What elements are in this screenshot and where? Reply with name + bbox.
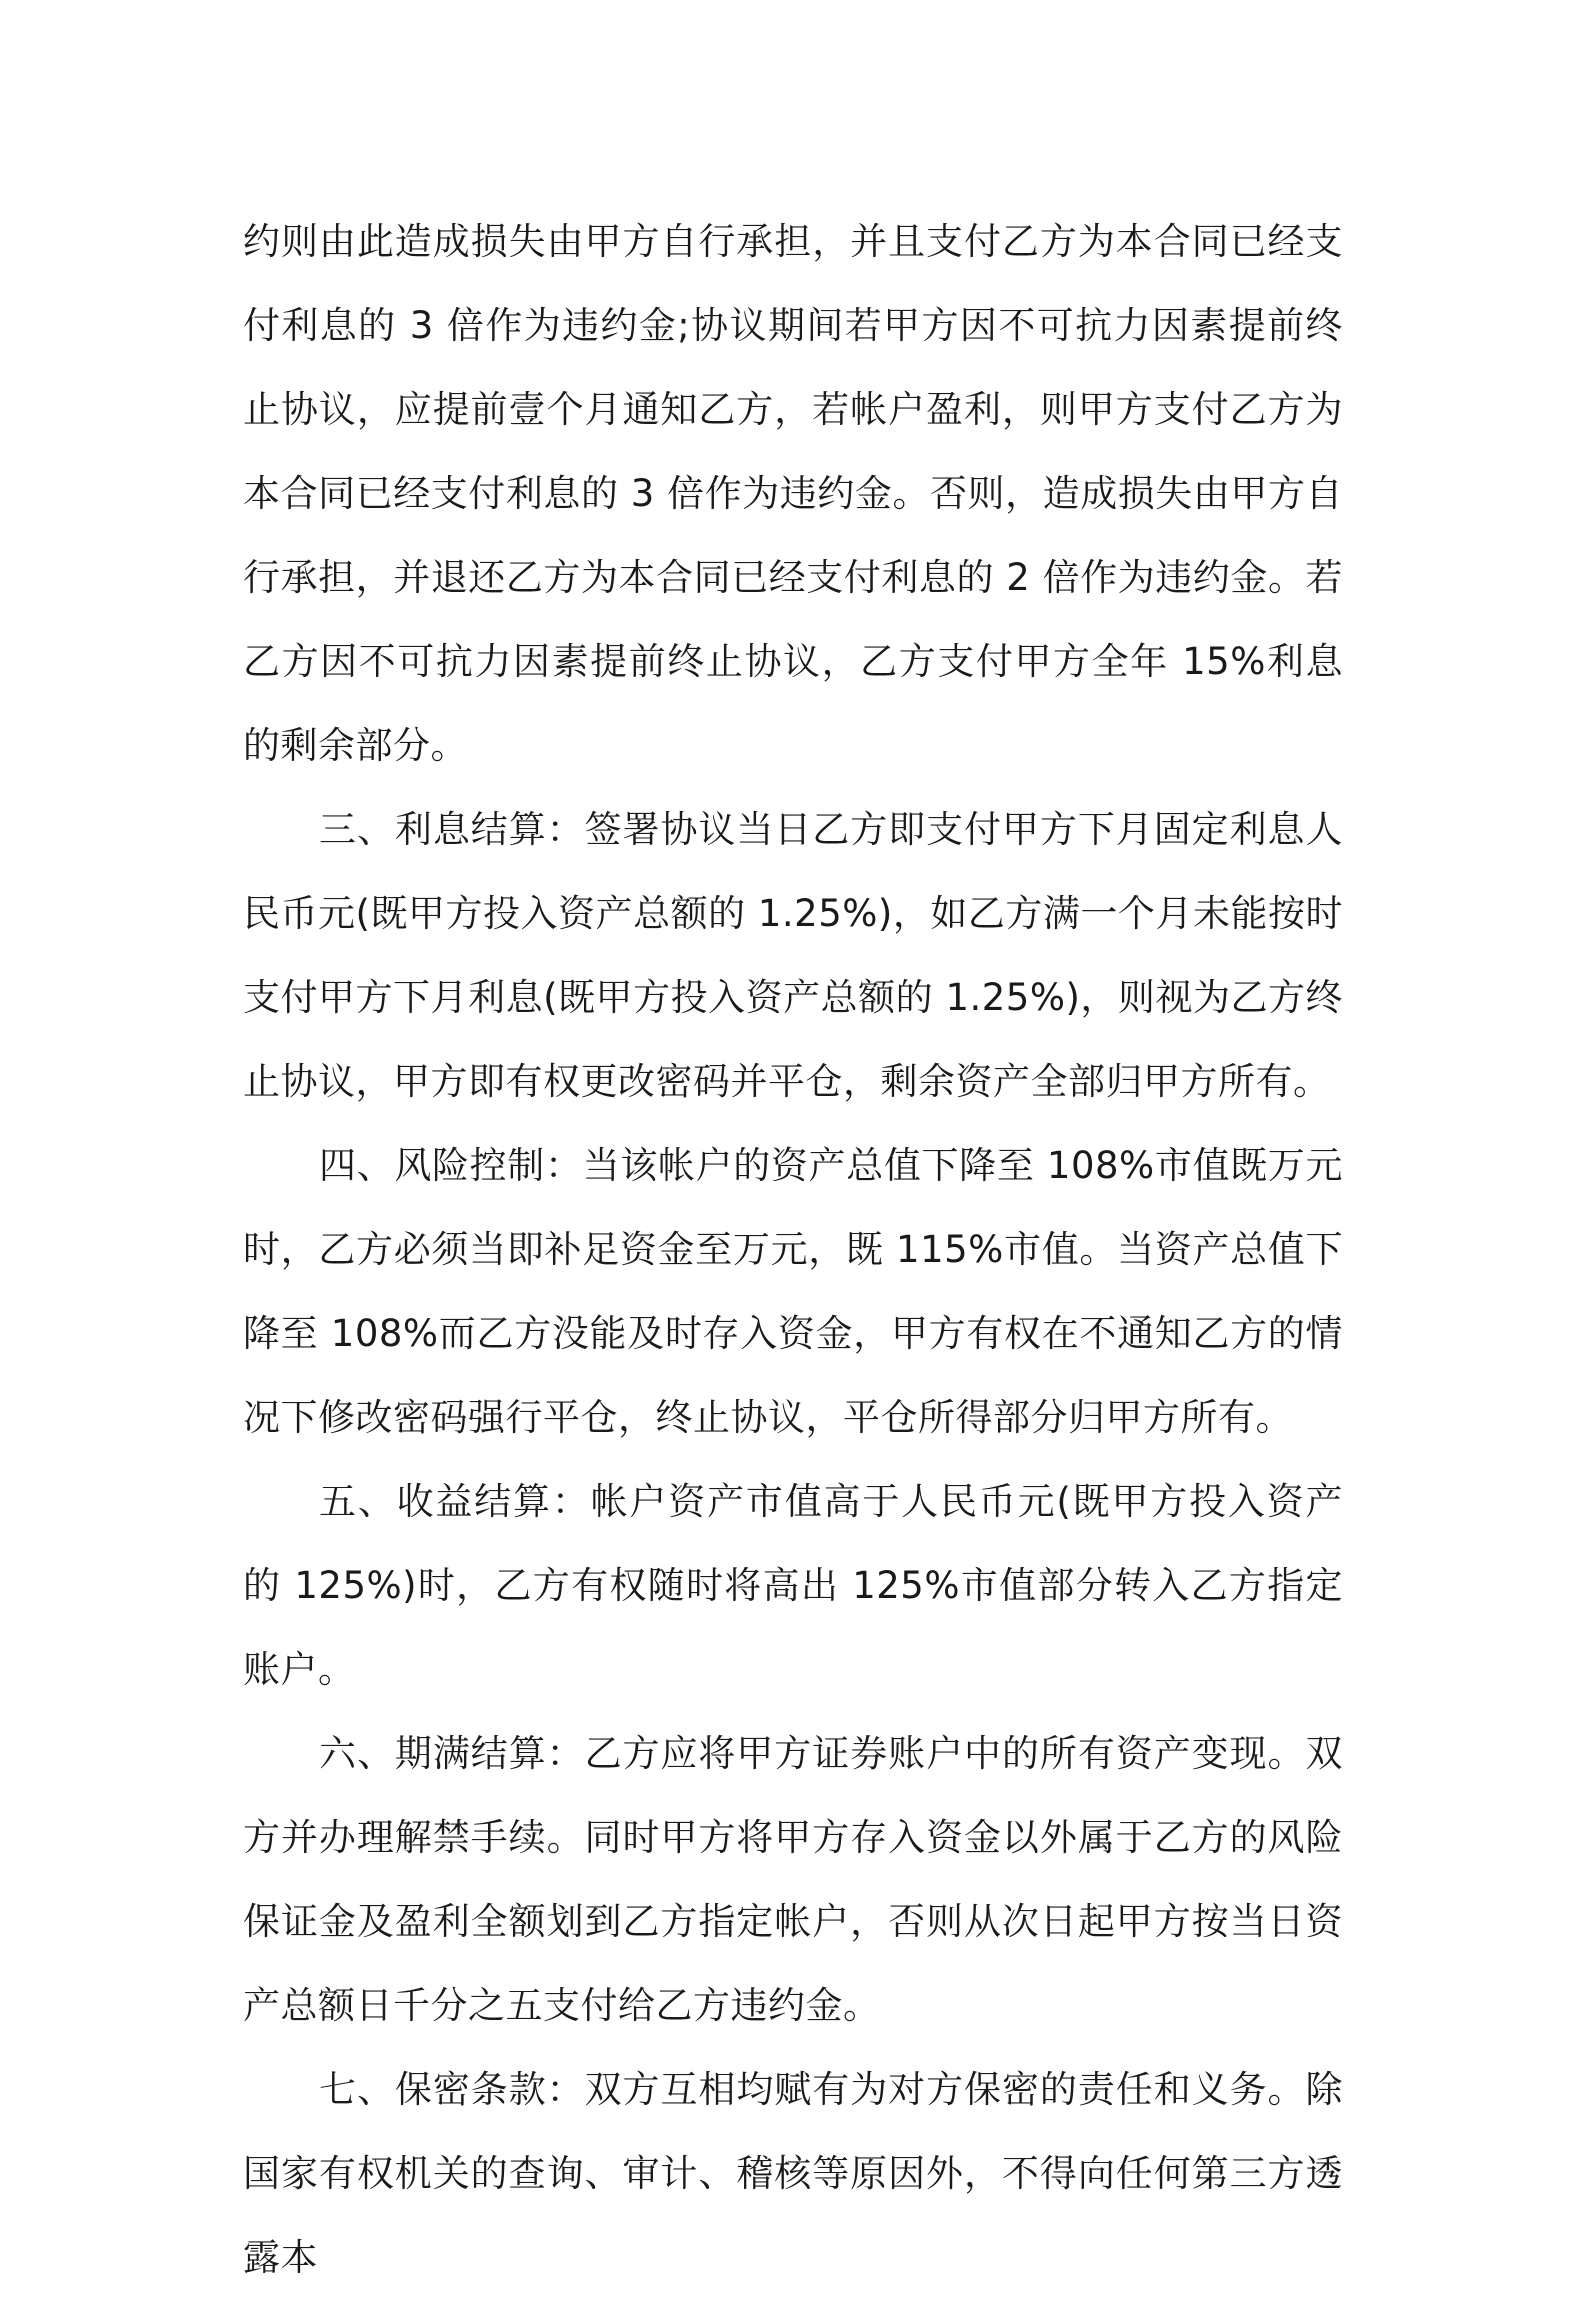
paragraph-continuation: 约则由此造成损失由甲方自行承担，并且支付乙方为本合同已经支付利息的 3 倍作为违约金;协议期间若甲方因不可抗力因素提前终止协议，应提前壹个月通知乙方，若帐户盈利，则甲方支付乙方为本合同已经支付利息的 3 倍作为违约金。否则，造成损失由甲方自行承担，并退还乙方为本合同已经支付利息的 2 倍作为违约金。若乙方因不可抗力因素提前终止协议，乙方支付甲方全年 15%利息的剩余部分。 <box>243 220 1343 767</box>
paragraph-clause-6-maturity-settlement: 六、期满结算：乙方应将甲方证券账户中的所有资产变现。双方并办理解禁手续。同时甲方将甲方存入资金以外属于乙方的风险保证金及盈利全额划到乙方指定帐户，否则从次日起甲方按当日资产总额日千分之五支付给乙方违约金。 <box>243 1732 1343 2027</box>
paragraph-clause-7-confidentiality: 七、保密条款：双方互相均赋有为对方保密的责任和义务。除国家有权机关的查询、审计、稽核等原因外，不得向任何第三方透露本 <box>243 2068 1343 2279</box>
paragraph-clause-3-interest-settlement: 三、利息结算：签署协议当日乙方即支付甲方下月固定利息人民币元(既甲方投入资产总额的 1.25%)，如乙方满一个月未能按时支付甲方下月利息(既甲方投入资产总额的 1.25%)，则视为乙方终止协议，甲方即有权更改密码并平仓，剩余资产全部归甲方所有。 <box>243 808 1343 1103</box>
document-body <box>243 200 1343 2300</box>
paragraph-clause-5-profit-settlement: 五、收益结算：帐户资产市值高于人民币元(既甲方投入资产的 125%)时，乙方有权随时将高出 125%市值部分转入乙方指定账户。 <box>243 1480 1343 1691</box>
paragraph-clause-4-risk-control: 四、风险控制：当该帐户的资产总值下降至 108%市值既万元时，乙方必须当即补足资金至万元，既 115%市值。当资产总值下降至 108%而乙方没能及时存入资金，甲方有权在不通知乙方的情况下修改密码强行平仓，终止协议，平仓所得部分归甲方所有。 <box>243 1144 1343 1439</box>
